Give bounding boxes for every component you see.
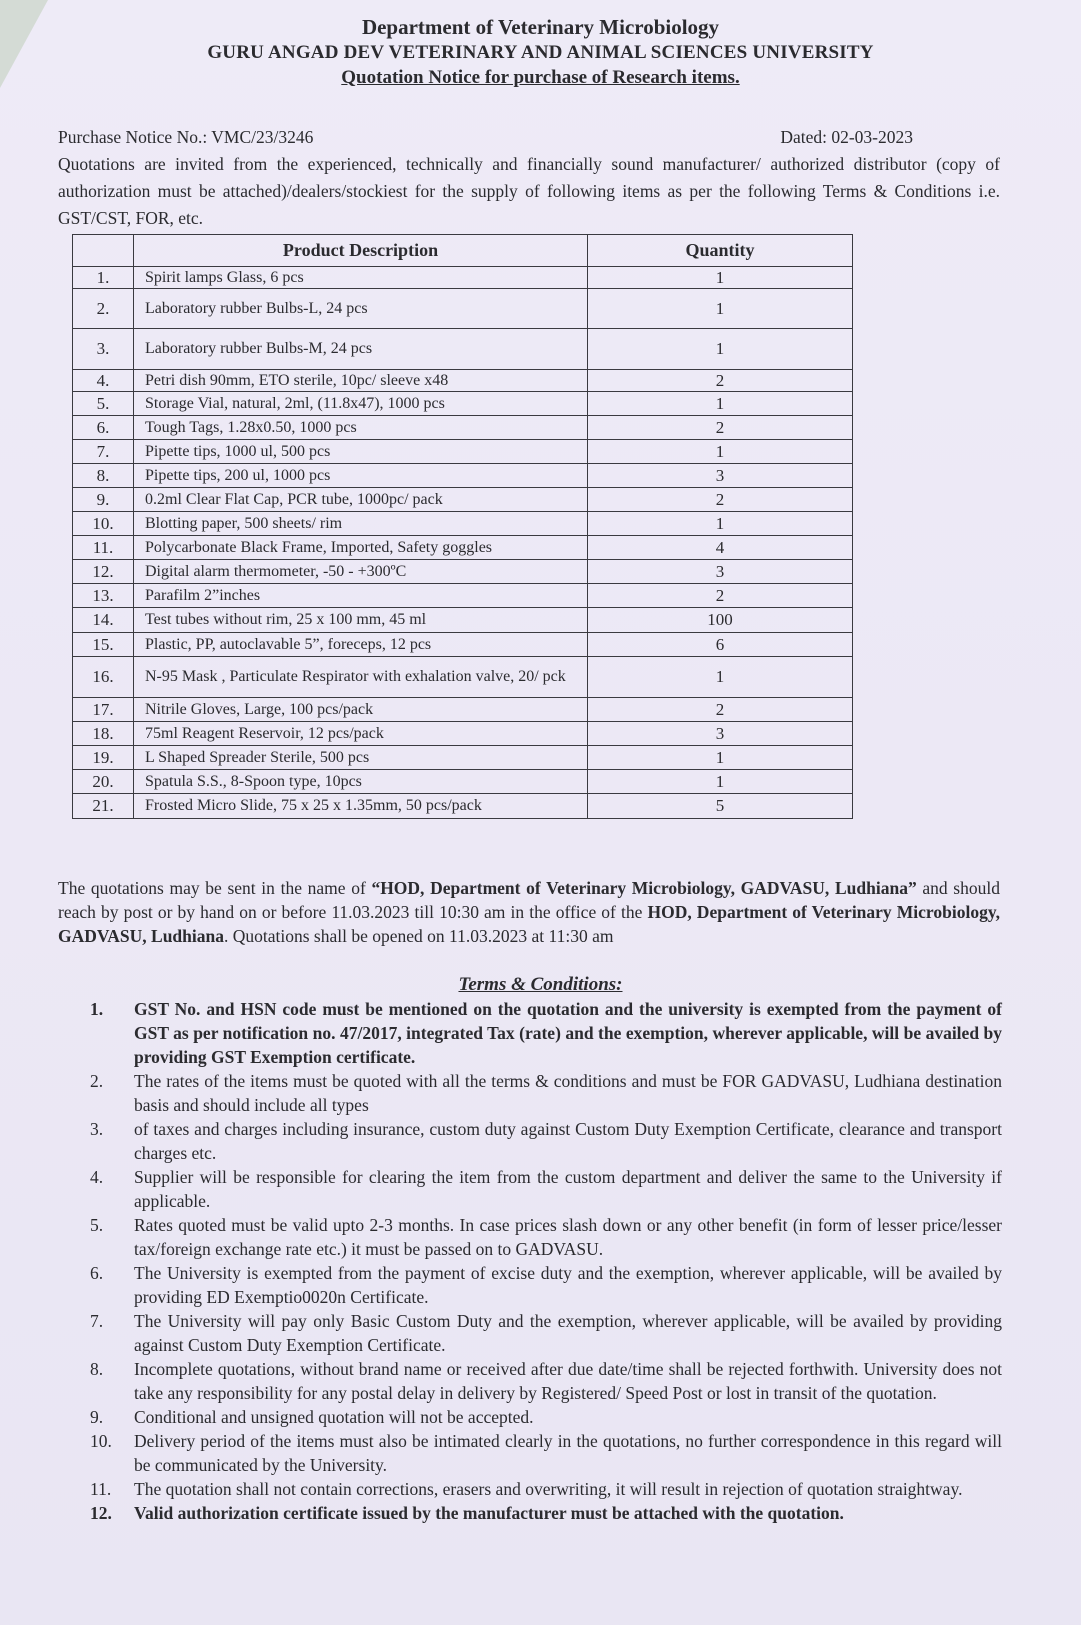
row-serial-number: 8. [73, 464, 134, 488]
row-product-description: Storage Vial, natural, 2ml, (11.8x47), 1000 pcs [134, 392, 588, 416]
term-item [90, 1357, 1002, 1405]
row-quantity: 5 [588, 794, 853, 819]
row-quantity: 2 [588, 698, 853, 722]
submission-text-3: . Quotations shall be opened on 11.03.2023 at 11:30 am [224, 926, 614, 946]
term-text: Incomplete quotations, without brand name or received after due date/time shall be rejected forthwith. University does not take any responsibility for any postal delay in delivery by Registered/ Speed Post or lost in transit of the quotation. [134, 1359, 1002, 1403]
term-number: 7. [90, 1311, 104, 1331]
term-item [90, 1165, 1002, 1213]
term-text: The quotation shall not contain corrections, erasers and overwriting, it will result in rejection of quotation straightway. [134, 1479, 963, 1499]
row-product-description: Pipette tips, 200 ul, 1000 pcs [134, 464, 588, 488]
row-product-description: Tough Tags, 1.28x0.50, 1000 pcs [134, 416, 588, 440]
term-item [90, 997, 1002, 1069]
row-product-description: Test tubes without rim, 25 x 100 mm, 45 ml [134, 608, 588, 633]
term-text: Conditional and unsigned quotation will not be accepted. [134, 1407, 534, 1427]
term-item [90, 1501, 1002, 1525]
row-product-description: Frosted Micro Slide, 75 x 25 x 1.35mm, 50 pcs/pack [134, 794, 588, 819]
row-serial-number: 13. [73, 584, 134, 608]
table-header-row [73, 235, 853, 267]
row-product-description: Blotting paper, 500 sheets/ rim [134, 512, 588, 536]
row-product-description: L Shaped Spreader Sterile, 500 pcs [134, 746, 588, 770]
term-number: 4. [90, 1167, 104, 1187]
table-row [73, 722, 853, 746]
intro-paragraph: Quotations are invited from the experienced, technically and financially sound manufacturer/ authorized distributor (copy of authorization must be attached)/dealers/stockiest for the supply of following items as per the following Terms & Conditions i.e. GST/CST, FOR, etc. [58, 154, 1000, 228]
table-row [73, 289, 853, 329]
description-header: Product Description [134, 235, 588, 267]
row-product-description: Spirit lamps Glass, 6 pcs [134, 267, 588, 289]
row-quantity: 2 [588, 584, 853, 608]
department-title: Department of Veterinary Microbiology [361, 15, 720, 39]
row-product-description: Parafilm 2”inches [134, 584, 588, 608]
row-serial-number: 2. [73, 289, 134, 329]
table-row [73, 512, 853, 536]
row-quantity: 2 [588, 416, 853, 440]
table-row [73, 267, 853, 289]
row-serial-number: 5. [73, 392, 134, 416]
table-row [73, 770, 853, 794]
term-number: 10. [90, 1431, 112, 1451]
document-header [0, 14, 1081, 91]
row-product-description: Plastic, PP, autoclavable 5”, foreceps, 12 pcs [134, 633, 588, 657]
row-product-description: N-95 Mask , Particulate Respirator with exhalation valve, 20/ pck [134, 657, 588, 698]
term-number: 3. [90, 1119, 104, 1139]
term-text: GST No. and HSN code must be mentioned on the quotation and the university is exempted from the payment of GST as per notification no. 47/2017, integrated Tax (rate) and the exemption, wherever applicable, will be availed by providing GST Exemption certificate. [134, 999, 1002, 1067]
submission-text-1: The quotations may be sent in the name of [58, 878, 372, 898]
row-serial-number: 10. [73, 512, 134, 536]
table-row [73, 746, 853, 770]
row-serial-number: 14. [73, 608, 134, 633]
university-title: GURU ANGAD DEV VETERINARY AND ANIMAL SCIENCES UNIVERSITY [207, 42, 874, 63]
table-row [73, 584, 853, 608]
term-item [90, 1477, 1002, 1501]
term-text: Delivery period of the items must also be intimated clearly in the quotations, no further correspondence in this regard will be communicated by the University. [134, 1431, 1002, 1475]
row-quantity: 1 [588, 746, 853, 770]
term-item [90, 1429, 1002, 1477]
items-table [72, 234, 853, 819]
row-serial-number: 21. [73, 794, 134, 819]
term-item [90, 1405, 1002, 1429]
term-item [90, 1069, 1002, 1117]
term-text: The University will pay only Basic Custom Duty and the exemption, wherever applicable, will be availed by providing against Custom Duty Exemption Certificate. [134, 1311, 1002, 1355]
row-quantity: 2 [588, 370, 853, 392]
row-serial-number: 20. [73, 770, 134, 794]
table-row [73, 488, 853, 512]
row-quantity: 2 [588, 488, 853, 512]
row-serial-number: 17. [73, 698, 134, 722]
row-product-description: Polycarbonate Black Frame, Imported, Safety goggles [134, 536, 588, 560]
row-serial-number: 12. [73, 560, 134, 584]
row-product-description: Nitrile Gloves, Large, 100 pcs/pack [134, 698, 588, 722]
row-product-description: Laboratory rubber Bulbs-L, 24 pcs [134, 289, 588, 329]
row-serial-number: 9. [73, 488, 134, 512]
row-serial-number: 3. [73, 329, 134, 370]
term-number: 11. [90, 1479, 112, 1499]
row-quantity: 1 [588, 657, 853, 698]
row-quantity: 3 [588, 560, 853, 584]
term-text: of taxes and charges including insurance, custom duty against Custom Duty Exemption Certificate, clearance and transport charges etc. [134, 1119, 1002, 1163]
row-serial-number: 19. [73, 746, 134, 770]
row-serial-number: 11. [73, 536, 134, 560]
terms-list [90, 997, 1002, 1525]
row-quantity: 1 [588, 267, 853, 289]
row-serial-number: 4. [73, 370, 134, 392]
items-table-body [73, 267, 853, 819]
row-quantity: 1 [588, 392, 853, 416]
term-text: The University is exempted from the payment of excise duty and the exemption, wherever applicable, will be availed by providing ED Exemptio0020n Certificate. [134, 1263, 1002, 1307]
row-quantity: 1 [588, 512, 853, 536]
table-row [73, 440, 853, 464]
row-product-description: Digital alarm thermometer, -50 - +300ºC [134, 560, 588, 584]
notice-title: Quotation Notice for purchase of Research items. [341, 67, 740, 88]
table-row [73, 794, 853, 819]
row-quantity: 4 [588, 536, 853, 560]
row-quantity: 3 [588, 464, 853, 488]
quantity-header: Quantity [588, 235, 853, 267]
table-row [73, 329, 853, 370]
row-product-description: Spatula S.S., 8-Spoon type, 10pcs [134, 770, 588, 794]
table-row [73, 416, 853, 440]
submission-text-2: and should reach by post or by hand on or before 11.03.2023 till 10:30 am in the office of the [58, 878, 1000, 922]
row-serial-number: 16. [73, 657, 134, 698]
row-product-description: Laboratory rubber Bulbs-M, 24 pcs [134, 329, 588, 370]
row-quantity: 6 [588, 633, 853, 657]
term-item [90, 1309, 1002, 1357]
row-serial-number: 6. [73, 416, 134, 440]
purchase-notice-number: Purchase Notice No.: VMC/23/3246 [58, 127, 314, 147]
term-item [90, 1213, 1002, 1261]
term-number: 2. [90, 1071, 104, 1091]
row-serial-number: 7. [73, 440, 134, 464]
table-row [73, 536, 853, 560]
row-serial-number: 15. [73, 633, 134, 657]
row-quantity: 1 [588, 329, 853, 370]
term-number: 9. [90, 1407, 104, 1427]
submission-addressee: “HOD, Department of Veterinary Microbiology, GADVASU, Ludhiana” [371, 878, 917, 898]
term-number: 6. [90, 1263, 104, 1283]
term-number: 5. [90, 1215, 104, 1235]
table-row [73, 370, 853, 392]
row-quantity: 1 [588, 289, 853, 329]
notice-date: Dated: 02-03-2023 [780, 127, 913, 147]
term-text: Rates quoted must be valid upto 2-3 months. In case prices slash down or any other benefit (in form of lesser price/lesser tax/foreign exchange rate etc.) it must be passed on to GADVASU. [134, 1215, 1002, 1259]
sno-header [73, 235, 134, 267]
term-item [90, 1261, 1002, 1309]
table-row [73, 560, 853, 584]
term-text: Valid authorization certificate issued by the manufacturer must be attached with the quotation. [134, 1503, 844, 1523]
term-item [90, 1117, 1002, 1165]
terms-heading: Terms & Conditions: [458, 974, 623, 995]
row-serial-number: 18. [73, 722, 134, 746]
row-product-description: Petri dish 90mm, ETO sterile, 10pc/ sleeve x48 [134, 370, 588, 392]
term-number: 8. [90, 1359, 104, 1379]
term-number: 1. [90, 999, 104, 1019]
row-product-description: 75ml Reagent Reservoir, 12 pcs/pack [134, 722, 588, 746]
table-row [73, 698, 853, 722]
table-row [73, 608, 853, 633]
table-row [73, 392, 853, 416]
term-number: 12. [90, 1503, 112, 1523]
row-quantity: 100 [588, 608, 853, 633]
row-serial-number: 1. [73, 267, 134, 289]
row-quantity: 1 [588, 440, 853, 464]
table-row [73, 657, 853, 698]
row-quantity: 1 [588, 770, 853, 794]
table-row [73, 633, 853, 657]
row-quantity: 3 [588, 722, 853, 746]
term-text: The rates of the items must be quoted with all the terms & conditions and must be FOR GADVASU, Ludhiana destination basis and should include all types [134, 1071, 1002, 1115]
row-product-description: 0.2ml Clear Flat Cap, PCR tube, 1000pc/ pack [134, 488, 588, 512]
submission-paragraph [58, 876, 1000, 948]
term-text: Supplier will be responsible for clearing the item from the custom department and deliver the same to the University if applicable. [134, 1167, 1002, 1211]
table-row [73, 464, 853, 488]
submission-office: HOD, Department of Veterinary Microbiology, GADVASU, Ludhiana [58, 902, 1000, 946]
row-product-description: Pipette tips, 1000 ul, 500 pcs [134, 440, 588, 464]
